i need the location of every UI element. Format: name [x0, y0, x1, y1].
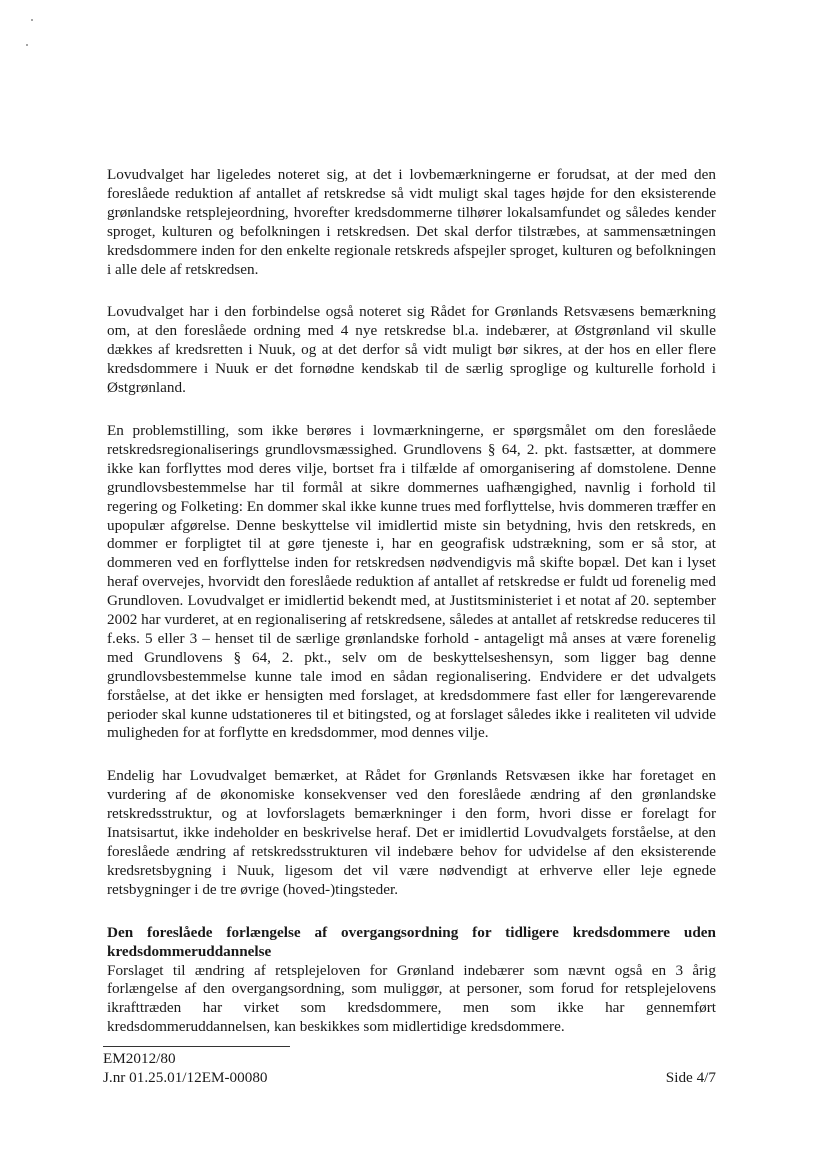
paragraph: En problemstilling, som ikke berøres i lovmærkningerne, er spørgsmålet om den foreslåede retskredsregionaliserings grundlovsmæssighed. Grundlovens § 64, 2. pkt. fastsætter, at dommere ikke kan forflyttes mod deres vilje, bortset fra i tilfælde af omorganisering af domstolene. Denne grundlovsbestemmelse har til formål at sikre dommernes uafhængighed, navnlig i forhold til regering og Folketing: En dommer skal ikke kunne trues med forflyttelse, hvis dommeren træffer en upopulær afgørelse. Denne beskyttelse vil imidlertid miste sin betydning, hvis den retskreds, en dommer er forpligtet til at gøre tjeneste i, har en geografisk udstrækning, som er så stor, at dommeren ved en forflyttelse inden for retskredsen nødvendigvis må skifte bopæl. Det kan i lyset heraf overvejes, hvorvidt den foreslåede reduktion af antallet af retskredse er fuldt ud forenelig med Grundloven. Lovudvalget er imidlertid bekendt med, at Justitsministeriet i et notat af 20. september 2002 har vurderet, at en regionalisering af retskredsene, således at antallet af retskredse reduceres til f.eks. 5 eller 3 – henset til de særlige grønlandske forhold - antageligt må anses at være forenelig med Grundlovens § 64, 2. pkt., selv om de beskyttelseshensyn, som ligger bag denne grundlovsbestemmelse kunne tale imod en sådan regionalisering. Endvidere er det udvalgets forståelse, at det ikke er hensigten med forslaget, at kredsdommere fast eller for længerevarende perioder skal kunne udstationeres til et bitingsted, og at forslaget således ikke i realiteten vil udvide muligheden for at forflytte en kredsdommer, mod dennes vilje.	[107, 421, 716, 742]
document-body	[107, 166, 716, 1061]
scan-speck	[31, 19, 33, 21]
journal-number: J.nr 01.25.01/12EM-00080	[103, 1069, 268, 1086]
paragraph: Lovudvalget har i den forbindelse også noteret sig Rådet for Grønlands Retsvæsens bemærkning om, at den foreslåede ordning med 4 nye retskredse bl.a. indebærer, at Østgrønland vil skulle dækkes af kredsretten i Nuuk, og at det derfor så vidt muligt bør sikres, at der hos en eller flere kredsdommere i Nuuk er det fornødne kendskab til de særlig sproglige og kulturelle forhold i Østgrønland.	[107, 303, 716, 397]
doc-id: EM2012/80	[103, 1050, 176, 1067]
section-paragraph: Forslaget til ændring af retsplejeloven for Grønland indebærer som nævnt også en 3 årig forlængelse af den overgangsordning, som muliggør, at personer, som forud for retsplejelovens ikrafttræden har virket som kredsdommere, men som ikke har gennemført kredsdommeruddannelsen, kan beskikkes som midlertidige kredsdommere.	[107, 961, 716, 1036]
footer-divider	[103, 1046, 290, 1047]
paragraph: Lovudvalget har ligeledes noteret sig, at det i lovbemærkningerne er forudsat, at der med den foreslåede reduktion af antallet af retskredse så vidt muligt skal tages højde for den eksisterende grønlandske retsplejeordning, hvorefter kredsdommerne tilhører lokalsamfundet og således kender sproget, kulturen og befolkningen i retskredsen. Det skal derfor tilstræbes, at sammensætningen kredsdommere inden for den enkelte regionale retskreds afspejler sproget, kulturen og befolkningen i alle dele af retskredsen.	[107, 166, 716, 278]
paragraph: Endelig har Lovudvalget bemærket, at Rådet for Grønlands Retsvæsen ikke har foretaget en vurdering af de økonomiske konsekvenser ved den foreslåede ændring af den grønlandske retskredsstruktur, og at lovforslagets bemærkninger i den form, hvori disse er forelagt for Inatsisartut, ikke indeholder en beskrivelse heraf. Det er imidlertid Lovudvalgets forståelse, at den foreslåede ændring af retskredsstrukturen vil indebære behov for udvidelse af den eksisterende kredsretsbygning i Nuuk, ligesom det vil være nødvendigt at erhverve eller leje egnede retsbygninger i de tre øvrige (hoved-)tingsteder.	[107, 767, 716, 898]
scan-speck	[26, 44, 28, 46]
footer	[103, 1049, 716, 1087]
section-heading: Den foreslåede forlængelse af overgangsordning for tidligere kredsdommere uden kredsdommeruddannelse	[107, 923, 716, 960]
page-number: Side 4/7	[665, 1069, 716, 1086]
